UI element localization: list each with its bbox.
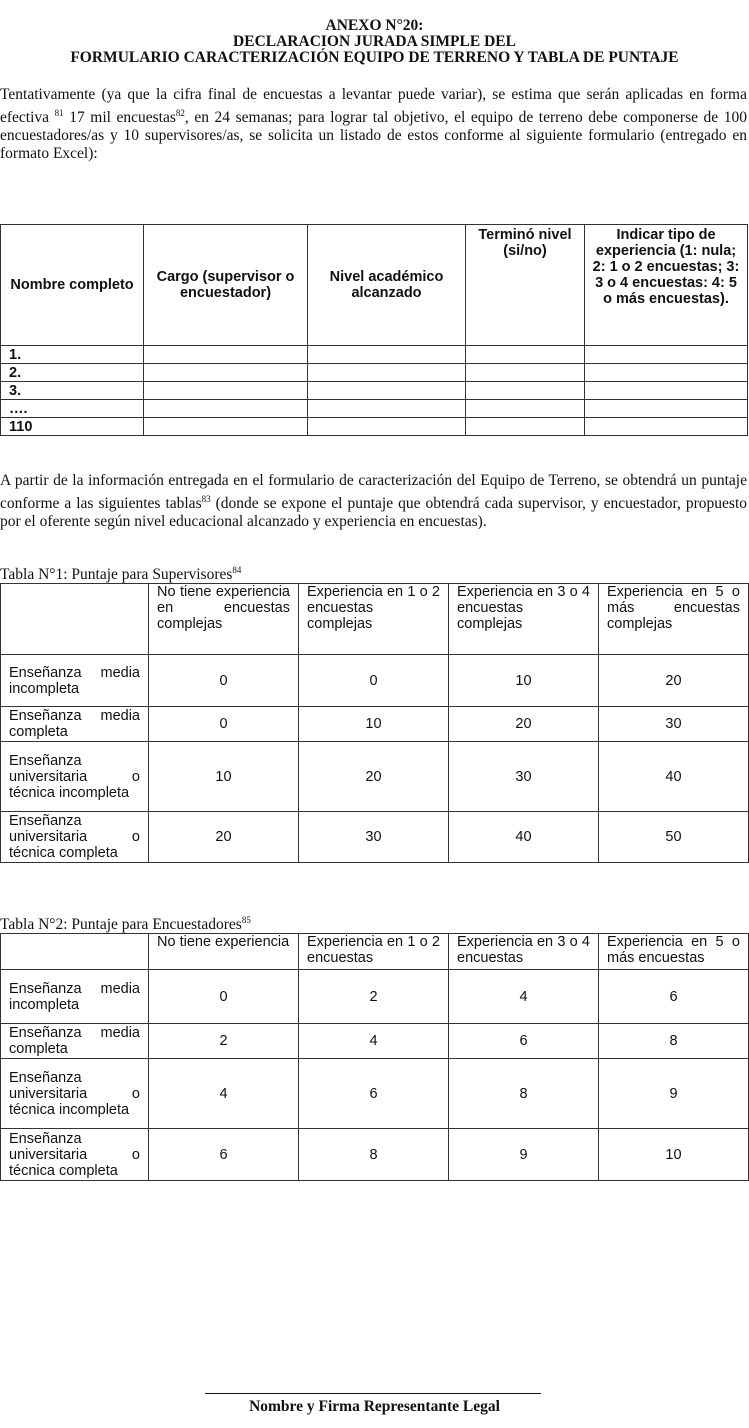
score-cell: 10 [599,1129,749,1181]
row-number: 1. [1,346,144,364]
score-cell: 30 [449,742,599,812]
cell [144,346,308,364]
score-cell: 2 [299,970,449,1024]
cell [144,364,308,382]
score-cell: 4 [149,1059,299,1129]
column-header: Experiencia en 1 o 2 encuestas complejas [299,584,449,655]
table-row [1,382,748,400]
cell [308,364,466,382]
cell [585,382,748,400]
table-row [1,970,749,1024]
cell [308,382,466,400]
header-row [1,584,749,655]
footnote-ref: 85 [241,915,251,925]
text: A partir de la información entregada en el formulario de caracterización del Equipo de Terreno, se obtendrá un puntaje conforme a las siguientes tablas [0,472,747,513]
cell [308,346,466,364]
score-cell: 6 [299,1059,449,1129]
score-cell: 2 [149,1024,299,1059]
row-label: Enseñanza media completa [1,1024,149,1059]
characterization-form-table [0,224,748,436]
column-header: Terminó nivel (si/no) [466,225,585,346]
score-cell: 20 [299,742,449,812]
row-label: Enseñanza media completa [1,707,149,742]
row-number: …. [1,400,144,418]
cell [466,346,585,364]
title-line: ANEXO N°20: [325,17,424,34]
cell [585,400,748,418]
row-label: Enseñanza universitaria o técnica incompleta [1,1059,149,1129]
cell [466,382,585,400]
text: (donde se expone el puntaje que obtendrá cada supervisor, y encuestador, propuesto por el oferente según nivel educacional alcanzado y experiencia en encuestas). [0,495,748,531]
score-cell: 20 [599,655,749,707]
title-line: FORMULARIO CARACTERIZACIÓN EQUIPO DE TERRENO Y TABLA DE PUNTAJE [70,49,679,66]
intro-paragraph [0,86,747,163]
text: Tabla N°2: Puntaje para Encuestadores [0,916,242,934]
text: Tabla N°1: Puntaje para Supervisores [0,566,233,584]
score-cell: 9 [449,1129,599,1181]
footnote-ref: 83 [201,494,211,504]
score-cell: 50 [599,812,749,863]
cell [308,400,466,418]
table-row [1,707,749,742]
cell [144,400,308,418]
column-header: No tiene experiencia [149,934,299,970]
cell [144,418,308,436]
empty-corner-cell [1,934,149,970]
table-row [1,1024,749,1059]
row-number: 2. [1,364,144,382]
cell [585,418,748,436]
column-header: Nivel académico alcanzado [308,225,466,346]
table2-caption [0,915,251,934]
table-row [1,400,748,418]
score-cell: 4 [449,970,599,1024]
text: , en 24 semanas; para lograr tal objetivo, el equipo de terreno debe componerse de 100 encuestadores/as y 10 supervisores/as, se solicita un listado de estos conforme al siguiente formulario (entregado en formato Excel): [0,109,747,163]
score-cell: 40 [449,812,599,863]
score-cell: 0 [149,970,299,1024]
column-header: Indicar tipo de experiencia (1: nula; 2: 1 o 2 encuestas; 3: 3 o 4 encuestas: 4: 5 o más encuestas). [585,225,748,346]
empty-corner-cell [1,584,149,655]
column-header: Experiencia en 3 o 4 encuestas [449,934,599,970]
score-cell: 10 [299,707,449,742]
row-label: Enseñanza universitaria o técnica completa [1,812,149,863]
column-header: No tiene experiencia en encuestas complejas [149,584,299,655]
signature-label: Nombre y Firma Representante Legal [249,1398,500,1415]
cell [585,364,748,382]
score-cell: 20 [149,812,299,863]
cell [144,382,308,400]
table-row [1,742,749,812]
column-header: Experiencia en 5 o más encuestas complejas [599,584,749,655]
text: 17 mil encuestas [63,109,176,127]
cell [585,346,748,364]
score-cell: 0 [149,707,299,742]
score-cell: 8 [299,1129,449,1181]
score-cell: 0 [299,655,449,707]
header-row [1,934,749,970]
score-cell: 8 [449,1059,599,1129]
column-header: Experiencia en 5 o más encuestas [599,934,749,970]
column-header: Cargo (supervisor o encuestador) [144,225,308,346]
surveyor-score-table [0,933,749,1181]
score-cell: 20 [449,707,599,742]
row-label: Enseñanza universitaria o técnica completa [1,1129,149,1181]
table-row [1,418,748,436]
table-row [1,346,748,364]
score-cell: 30 [299,812,449,863]
score-cell: 10 [149,742,299,812]
document-title [0,18,749,66]
table-row [1,364,748,382]
scoring-paragraph [0,472,747,531]
score-cell: 40 [599,742,749,812]
table1-caption [0,565,241,584]
supervisor-score-table [0,583,749,863]
cell [308,418,466,436]
score-cell: 9 [599,1059,749,1129]
cell [466,364,585,382]
column-header: Experiencia en 3 o 4 encuestas complejas [449,584,599,655]
score-cell: 4 [299,1024,449,1059]
row-number: 3. [1,382,144,400]
signature-line [205,1393,541,1394]
table-row [1,1059,749,1129]
score-cell: 8 [599,1024,749,1059]
score-cell: 0 [149,655,299,707]
text: Tentativamente (ya que la cifra final de encuestas a levantar puede variar), se estima que serán aplicadas en forma efectiva [0,86,747,127]
cell [466,400,585,418]
cell [466,418,585,436]
footnote-ref: 84 [232,565,242,575]
row-label: Enseñanza media incompleta [1,655,149,707]
row-number: 110 [1,418,144,436]
table-row [1,1129,749,1181]
column-header: Experiencia en 1 o 2 encuestas [299,934,449,970]
title-line: DECLARACION JURADA SIMPLE DEL [233,33,516,50]
column-header: Nombre completo [1,225,144,346]
table-row [1,655,749,707]
footnote-ref: 82 [175,108,185,118]
score-cell: 30 [599,707,749,742]
row-label: Enseñanza media incompleta [1,970,149,1024]
row-label: Enseñanza universitaria o técnica incompleta [1,742,149,812]
score-cell: 10 [449,655,599,707]
table-row [1,812,749,863]
score-cell: 6 [149,1129,299,1181]
footnote-ref: 81 [54,108,64,118]
score-cell: 6 [449,1024,599,1059]
score-cell: 6 [599,970,749,1024]
